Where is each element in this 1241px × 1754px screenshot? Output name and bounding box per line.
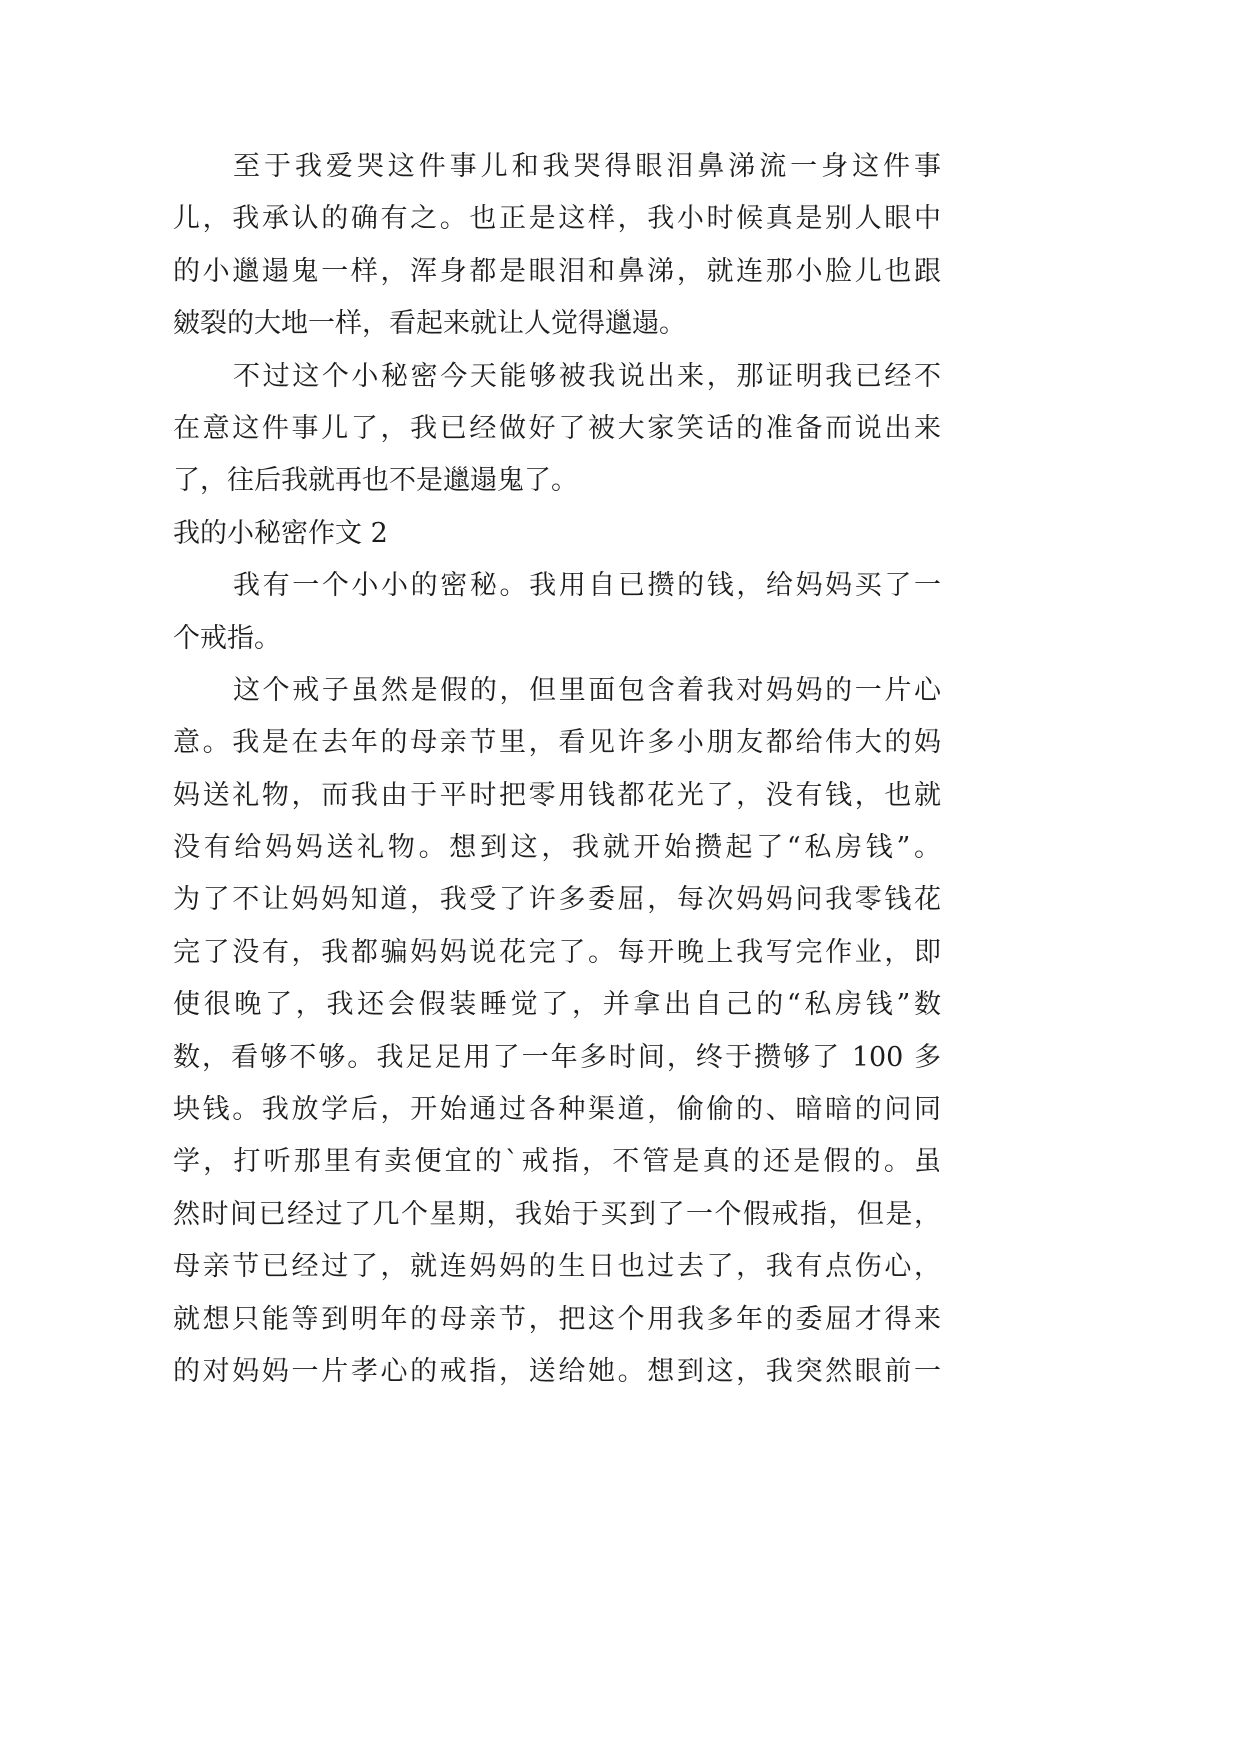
text-line: 的对妈妈一片孝心的戒指，送给她。想到这，我突然眼前一: [173, 1355, 941, 1387]
text-line: 儿，我承认的确有之。也正是这样，我小时候真是别人眼中: [173, 203, 941, 235]
text-line: 妈送礼物，而我由于平时把零用钱都花光了，没有钱，也就: [173, 779, 941, 811]
section-heading: 我的小秘密作文 2: [173, 517, 388, 549]
text-line: 然时间已经过了几个星期，我始于买到了一个假戒指，但是，: [173, 1198, 941, 1230]
paragraph: [173, 351, 941, 508]
text-line: 母亲节已经过了，就连妈妈的生日也过去了，我有点伤心，: [173, 1251, 941, 1283]
paragraph: [173, 560, 941, 665]
text-line: 的小邋遢鬼一样，浑身都是眼泪和鼻涕，就连那小脸儿也跟: [173, 255, 941, 287]
text-line: 使很晚了，我还会假装睡觉了，并拿出自己的“私房钱”数: [173, 989, 941, 1021]
text-line: 意。我是在去年的母亲节里，看见许多小朋友都给伟大的妈: [173, 727, 941, 759]
paragraph: [173, 665, 941, 1398]
text-line: 数，看够不够。我足足用了一年多时间，终于攒够了 100 多: [173, 1041, 941, 1073]
text-line: 就想只能等到明年的母亲节，把这个用我多年的委屈才得来: [173, 1303, 941, 1335]
text-line: 皴裂的大地一样，看起来就让人觉得邋遢。: [173, 308, 686, 340]
text-line: 完了没有，我都骗妈妈说花完了。每开晚上我写完作业，即: [173, 936, 941, 968]
text-line: 了，往后我就再也不是邋遢鬼了。: [173, 465, 578, 497]
paragraph: [173, 141, 941, 351]
text-line: 在意这件事儿了，我已经做好了被大家笑话的准备而说出来: [173, 412, 941, 444]
text-line: 没有给妈妈送礼物。想到这，我就开始攒起了“私房钱”。: [173, 832, 941, 864]
document-body: [173, 141, 941, 1398]
text-line: 个戒指。: [173, 622, 281, 654]
text-line: 学，打听那里有卖便宜的`戒指，不管是真的还是假的。虽: [173, 1146, 941, 1178]
text-line: 我有一个小小的密秘。我用自已攒的钱，给妈妈买了一: [233, 570, 941, 602]
text-line: 这个戒子虽然是假的，但里面包含着我对妈妈的一片心: [233, 674, 941, 706]
text-line: 不过这个小秘密今天能够被我说出来，那证明我已经不: [233, 360, 941, 392]
text-line: 至于我爱哭这件事儿和我哭得眼泪鼻涕流一身这件事: [233, 151, 941, 182]
text-line: 为了不让妈妈知道，我受了许多委屈，每次妈妈问我零钱花: [173, 884, 941, 916]
text-line: 块钱。我放学后，开始通过各种渠道，偷偷的、暗暗的问同: [173, 1094, 941, 1126]
